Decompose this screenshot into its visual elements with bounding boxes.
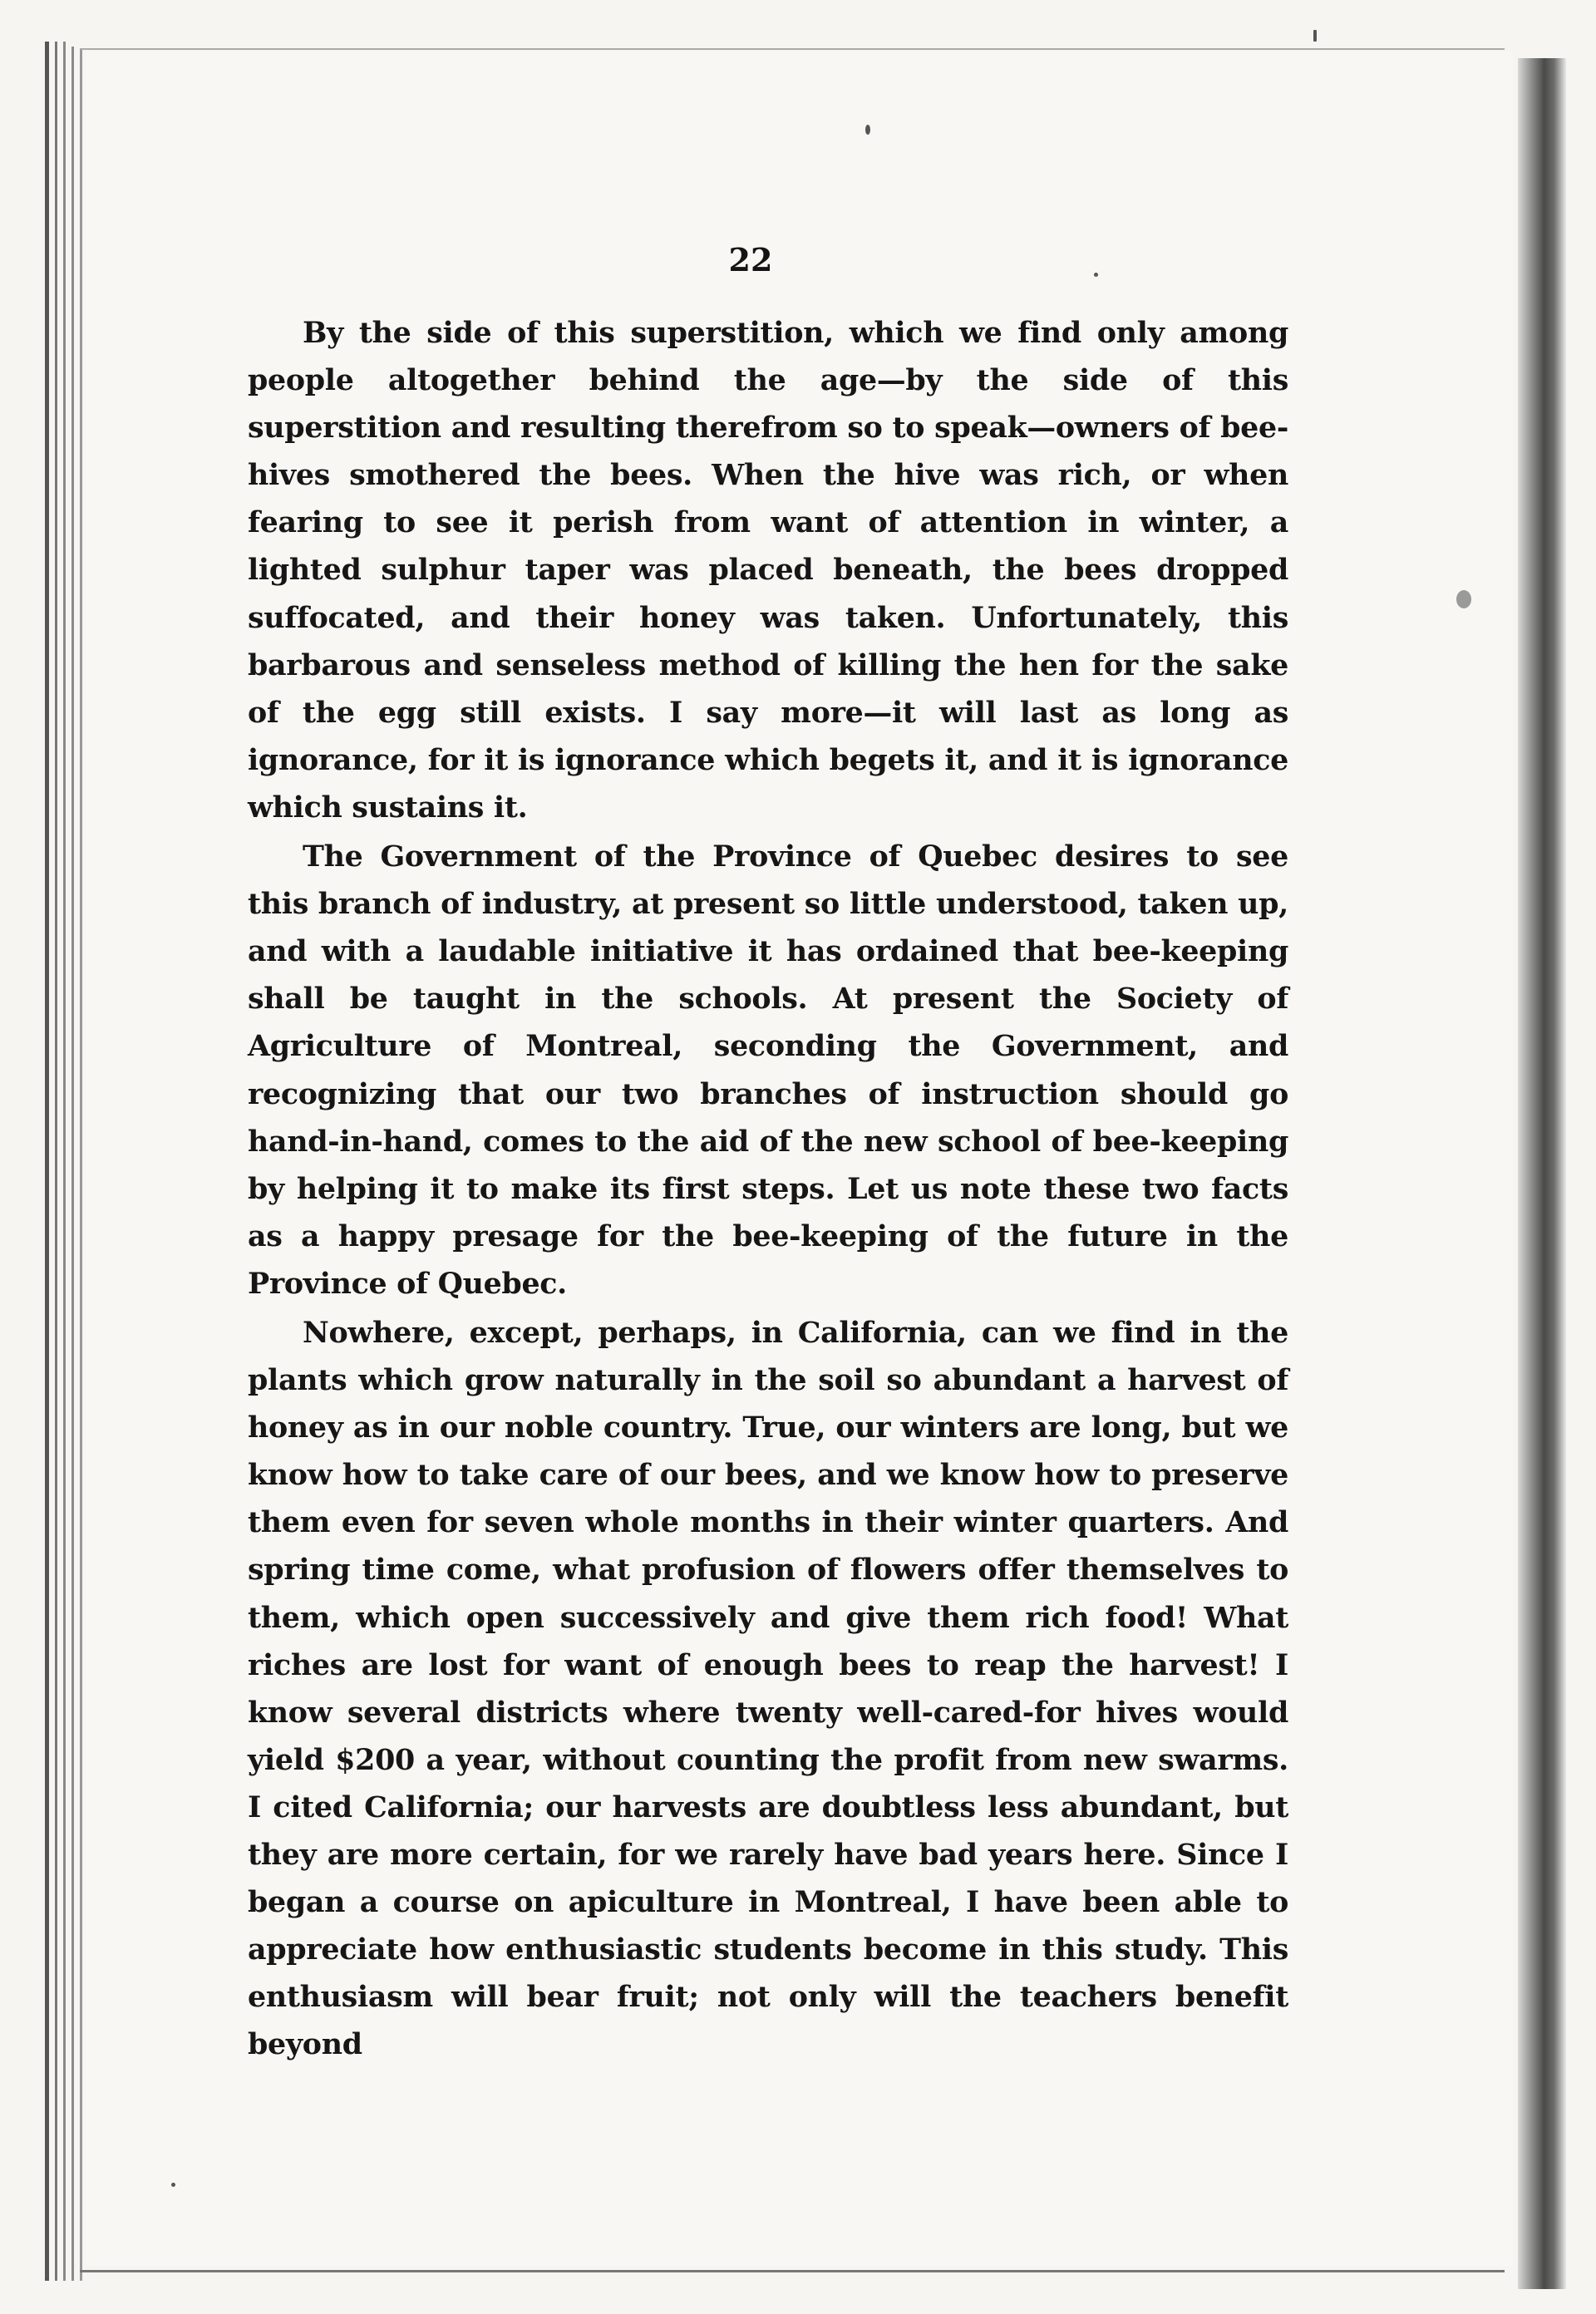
page-edge (80, 50, 82, 2281)
page-edge (55, 42, 57, 2281)
page-edge (71, 47, 74, 2281)
binding-shadow (1518, 58, 1566, 2289)
paragraph-3: Nowhere, except, perhaps, in California, can we find in the plants which grow naturally in the soil so abundant a harvest of honey as in our noble country. True, our winters are long, but we know how to take care of our bees, and we know how to preserve them even for seven whole months in their winter quarters. And spring time come, what profusion of flowers offer themselves to them, which open successively and give them rich food! What riches are lost for want of enough bees to reap the harvest! I know several districts where twenty well-cared-for hives would yield $200 a year, without counting the profit from new swarms. I cited California; our harvests are doubtless less abundant, but they are more certain, for we rarely have bad years here. Since I began a course on apiculture in Montreal, I have been able to appreciate how enthusiastic students become in this study. This enthusiasm will bear fruit; not only will the teachers benefit beyond (248, 1315, 1288, 2062)
page-number: 22 (728, 241, 773, 278)
dust-speck (1313, 30, 1317, 42)
page-bottom-edge (80, 2270, 1505, 2272)
page-edge (63, 42, 66, 2281)
dust-speck (171, 2183, 175, 2187)
paragraph-2: The Government of the Province of Quebec desires to see this branch of industry, at present so little understood, taken up, and with a laudable initiative it has ordained that bee-keeping shall be taught in the schools. At present the Society of Agriculture of Montreal, seconding the Government, and recognizing that our two branches of instruction should go hand-in-hand, comes to the aid of the new school of bee-keeping by helping it to make its first steps. Let us note these two facts as a happy presage for the bee-keeping of the future in the Province of Quebec. (248, 839, 1288, 1301)
paragraph-1: By the side of this superstition, which we find only among people altogether behind the age—by the side of this superstition and resulting therefrom so to speak—owners of bee-hives smothered the bees. When the hive was rich, or when fearing to see it perish from want of attention in winter, a lighted sulphur taper was placed beneath, the bees dropped suffocated, and their honey was taken. Unfortunately, this barbarous and senseless method of killing the hen for the sake of the egg still exists. I say more—it will last as long as ignorance, for it is ignorance which begets it, and it is ignorance which sustains it. (248, 316, 1288, 825)
body-text (248, 309, 1288, 2070)
page-edge (45, 42, 49, 2281)
dust-speck (1456, 590, 1471, 608)
right-margin (1566, 0, 1596, 2314)
dust-speck (865, 125, 870, 135)
page-top-edge (80, 48, 1505, 50)
